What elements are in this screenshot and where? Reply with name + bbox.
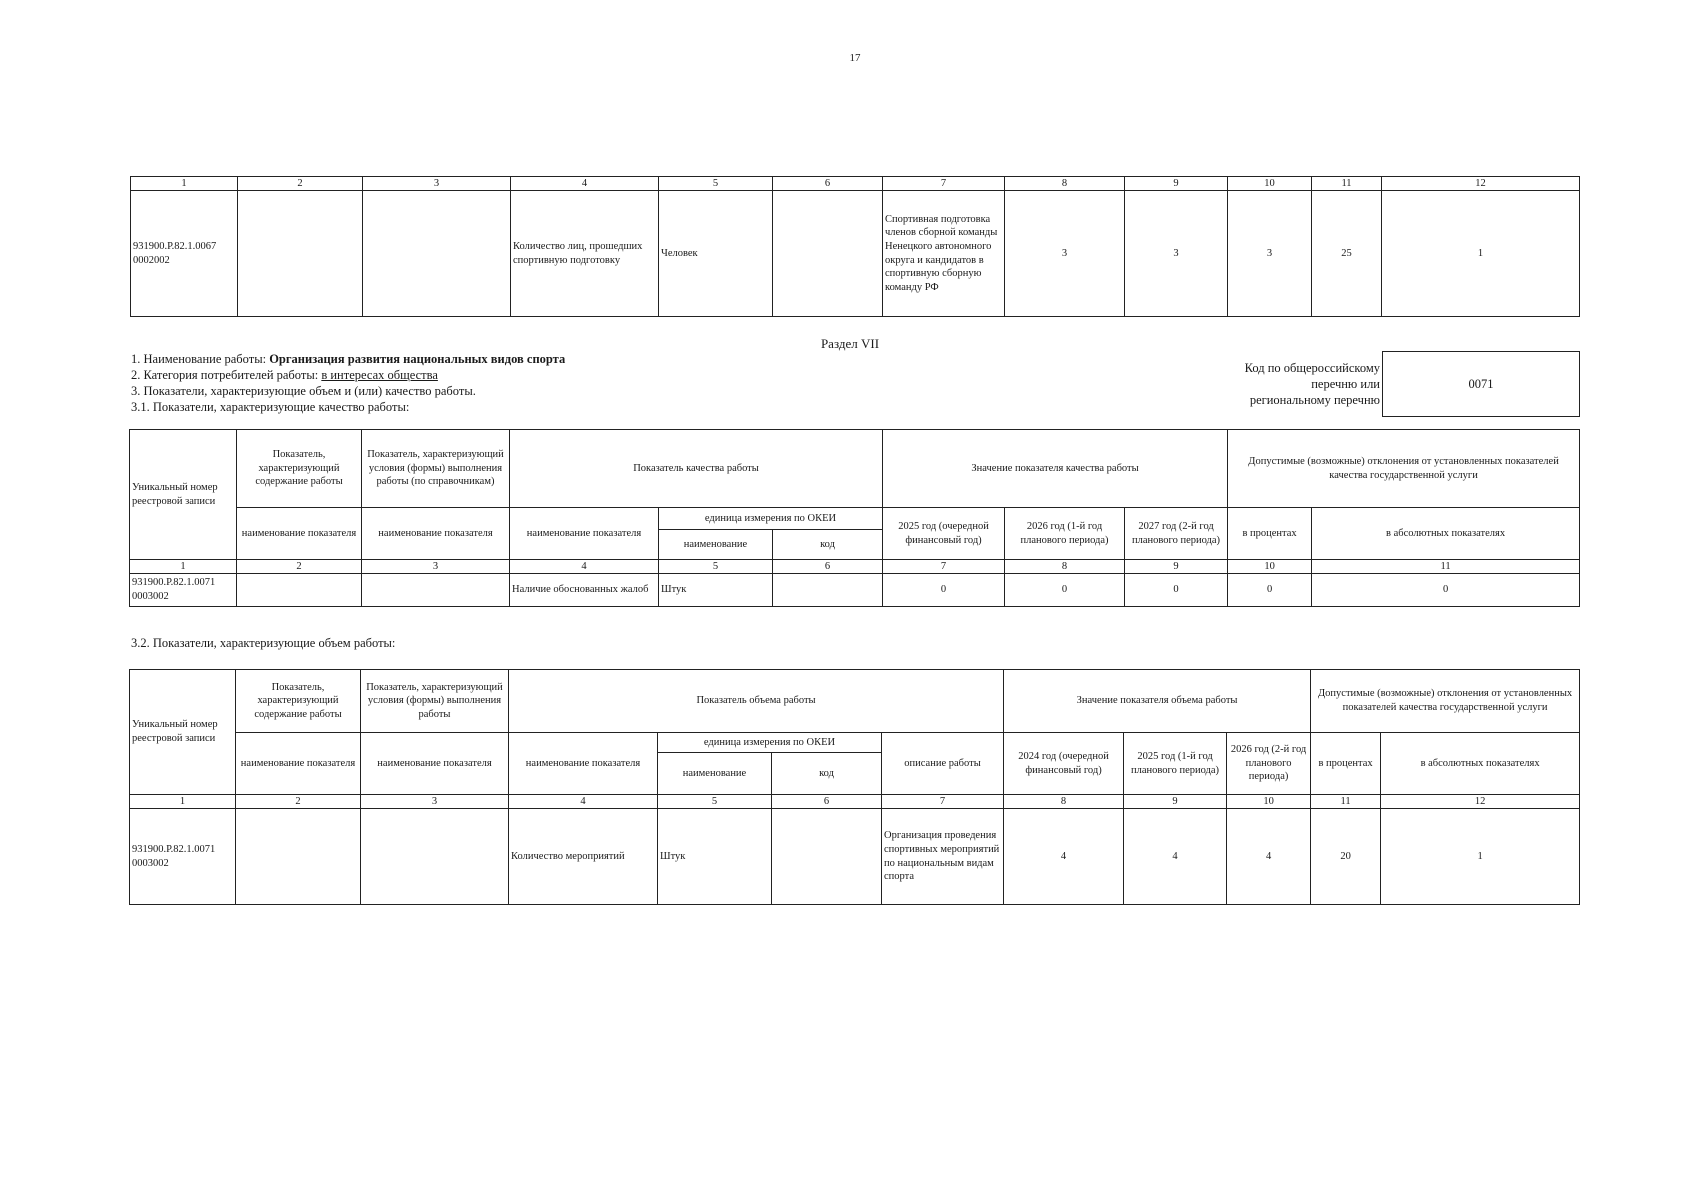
deviation-absolute: 1: [1381, 809, 1580, 905]
col-number: 2: [238, 177, 363, 191]
header-okei: единица измерения по ОКЕИ: [659, 508, 883, 530]
col-number: 8: [1004, 795, 1124, 809]
header-year-3: 2026 год (2-й год планового периода): [1227, 733, 1311, 795]
table-quality: [129, 429, 1580, 607]
value-year-3: 0: [1125, 574, 1228, 607]
unit-code: [773, 574, 883, 607]
value-year-3: 3: [1228, 191, 1312, 317]
registry-code-label: [1180, 360, 1380, 408]
col-number: 2: [237, 560, 362, 574]
col-number: 6: [772, 795, 882, 809]
value-year-2: 3: [1125, 191, 1228, 317]
col-number: 2: [236, 795, 361, 809]
code-label-line: перечню или: [1311, 377, 1380, 391]
col-number: 3: [362, 560, 510, 574]
consumer-category-value: в интересах общества: [321, 368, 438, 382]
col-number: 9: [1124, 795, 1227, 809]
col-number: 3: [363, 177, 511, 191]
header-row: [130, 508, 1580, 530]
header-row: [130, 670, 1580, 733]
unit-name: Штук: [659, 574, 773, 607]
indicators-line: 3. Показатели, характеризующие объем и (или) качество работы.: [131, 384, 476, 398]
cell-empty: [237, 574, 362, 607]
header-year-1: 2025 год (очередной финансовый год): [883, 508, 1005, 560]
header-year-3: 2027 год (2-й год планового периода): [1125, 508, 1228, 560]
col-number: 10: [1228, 560, 1312, 574]
header-absolute: в абсолютных показателях: [1381, 733, 1580, 795]
table-row: [131, 191, 1580, 317]
table-row: [130, 809, 1580, 905]
header-deviation: Допустимые (возможные) отклонения от установленных показателей качества государственной услуги: [1228, 430, 1580, 508]
col-number: 10: [1228, 177, 1312, 191]
section-info: [131, 351, 1031, 415]
header-percent: в процентах: [1311, 733, 1381, 795]
col-number: 1: [130, 560, 237, 574]
header-okei: единица измерения по ОКЕИ: [658, 733, 882, 753]
header-indicator-name: наименование показателя: [362, 508, 510, 560]
col-number: 12: [1381, 795, 1580, 809]
header-indicator-name: наименование показателя: [510, 508, 659, 560]
indicator-name: Количество лиц, прошедших спортивную подготовку: [511, 191, 659, 317]
value-year-2: 4: [1124, 809, 1227, 905]
col-number: 11: [1312, 560, 1580, 574]
value-year-1: 4: [1004, 809, 1124, 905]
unit-code: [773, 191, 883, 317]
deviation-percent: 0: [1228, 574, 1312, 607]
column-numbers-row: [130, 795, 1580, 809]
unit-name: Человек: [659, 191, 773, 317]
code-label-line: региональному перечню: [1249, 393, 1380, 407]
col-number: 11: [1312, 177, 1382, 191]
header-year-2: 2026 год (1-й год планового периода): [1005, 508, 1125, 560]
col-number: 6: [773, 560, 883, 574]
header-deviation: Допустимые (возможные) отклонения от установленных показателей качества государственной услуги: [1311, 670, 1580, 733]
deviation-absolute: 0: [1312, 574, 1580, 607]
col-number: 8: [1005, 177, 1125, 191]
deviation-percent: 25: [1312, 191, 1382, 317]
header-quality: Показатель качества работы: [510, 430, 883, 508]
header-description: описание работы: [882, 733, 1004, 795]
header-conditions: Показатель, характеризующий условия (формы) выполнения работы: [361, 670, 509, 733]
header-okei-code: код: [772, 753, 882, 795]
header-okei-name: наименование: [659, 530, 773, 560]
col-number: 1: [130, 795, 236, 809]
value-year-3: 4: [1227, 809, 1311, 905]
col-number: 7: [882, 795, 1004, 809]
quality-indicators-heading: 3.1. Показатели, характеризующие качество работы:: [131, 400, 410, 414]
column-numbers-row: [131, 177, 1580, 191]
consumer-category-label: 2. Категория потребителей работы:: [131, 368, 322, 382]
table-top: [130, 176, 1580, 317]
header-registry: Уникальный номер реестровой записи: [130, 670, 236, 795]
header-conditions: Показатель, характеризующий условия (формы) выполнения работы (по справочникам): [362, 430, 510, 508]
cell-empty: [238, 191, 363, 317]
col-number: 5: [658, 795, 772, 809]
header-content: Показатель, характеризующий содержание работы: [236, 670, 361, 733]
value-year-1: 3: [1005, 191, 1125, 317]
registry-code-box: 0071: [1382, 351, 1580, 417]
col-number: 8: [1005, 560, 1125, 574]
header-value: Значение показателя качества работы: [883, 430, 1228, 508]
header-indicator-name: наименование показателя: [361, 733, 509, 795]
col-number: 9: [1125, 177, 1228, 191]
col-number: 9: [1125, 560, 1228, 574]
col-number: 11: [1311, 795, 1381, 809]
work-name-label: 1. Наименование работы:: [131, 352, 270, 366]
header-registry: Уникальный номер реестровой записи: [130, 430, 237, 560]
col-number: 5: [659, 560, 773, 574]
header-indicator-name: наименование показателя: [237, 508, 362, 560]
col-number: 12: [1382, 177, 1580, 191]
col-number: 1: [131, 177, 238, 191]
col-number: 4: [509, 795, 658, 809]
deviation-percent: 20: [1311, 809, 1381, 905]
col-number: 4: [511, 177, 659, 191]
table-volume: [129, 669, 1580, 905]
header-okei-code: код: [773, 530, 883, 560]
unit-code: [772, 809, 882, 905]
indicator-name: Наличие обоснованных жалоб: [510, 574, 659, 607]
cell-empty: [236, 809, 361, 905]
col-number: 5: [659, 177, 773, 191]
work-description: Спортивная подготовка членов сборной команды Ненецкого автономного округа и кандидатов в спортивную сборную команду РФ: [883, 191, 1005, 317]
cell-empty: [363, 191, 511, 317]
page-number: 17: [849, 52, 861, 64]
header-row: [130, 430, 1580, 508]
section-title: Раздел VII: [820, 336, 880, 351]
value-year-1: 0: [883, 574, 1005, 607]
col-number: 10: [1227, 795, 1311, 809]
indicator-name: Количество мероприятий: [509, 809, 658, 905]
deviation-absolute: 1: [1382, 191, 1580, 317]
cell-empty: [361, 809, 509, 905]
header-okei-name: наименование: [658, 753, 772, 795]
header-year-1: 2024 год (очередной финансовый год): [1004, 733, 1124, 795]
col-number: 3: [361, 795, 509, 809]
col-number: 6: [773, 177, 883, 191]
header-volume: Показатель объема работы: [509, 670, 1004, 733]
header-indicator-name: наименование показателя: [236, 733, 361, 795]
header-row: [130, 733, 1580, 753]
work-name-line: [131, 351, 1031, 367]
work-description: Организация проведения спортивных мероприятий по национальным видам спорта: [882, 809, 1004, 905]
registry-number: 931900.Р.82.1.0071 0003002: [130, 809, 236, 905]
registry-number: 931900.Р.82.1.0067 0002002: [131, 191, 238, 317]
header-content: Показатель, характеризующий содержание работы: [237, 430, 362, 508]
value-year-2: 0: [1005, 574, 1125, 607]
table-row: [130, 574, 1580, 607]
header-indicator-name: наименование показателя: [509, 733, 658, 795]
work-name-value: Организация развития национальных видов спорта: [269, 352, 566, 366]
consumer-category-line: [131, 367, 1031, 383]
header-value: Значение показателя объема работы: [1004, 670, 1311, 733]
registry-number: 931900.Р.82.1.0071 0003002: [130, 574, 237, 607]
col-number: 7: [883, 560, 1005, 574]
column-numbers-row: [130, 560, 1580, 574]
col-number: 7: [883, 177, 1005, 191]
header-percent: в процентах: [1228, 508, 1312, 560]
volume-indicators-heading: 3.2. Показатели, характеризующие объем работы:: [131, 636, 396, 650]
code-label-line: Код по общероссийскому: [1244, 361, 1380, 375]
col-number: 4: [510, 560, 659, 574]
header-year-2: 2025 год (1-й год планового периода): [1124, 733, 1227, 795]
cell-empty: [362, 574, 510, 607]
header-absolute: в абсолютных показателях: [1312, 508, 1580, 560]
unit-name: Штук: [658, 809, 772, 905]
